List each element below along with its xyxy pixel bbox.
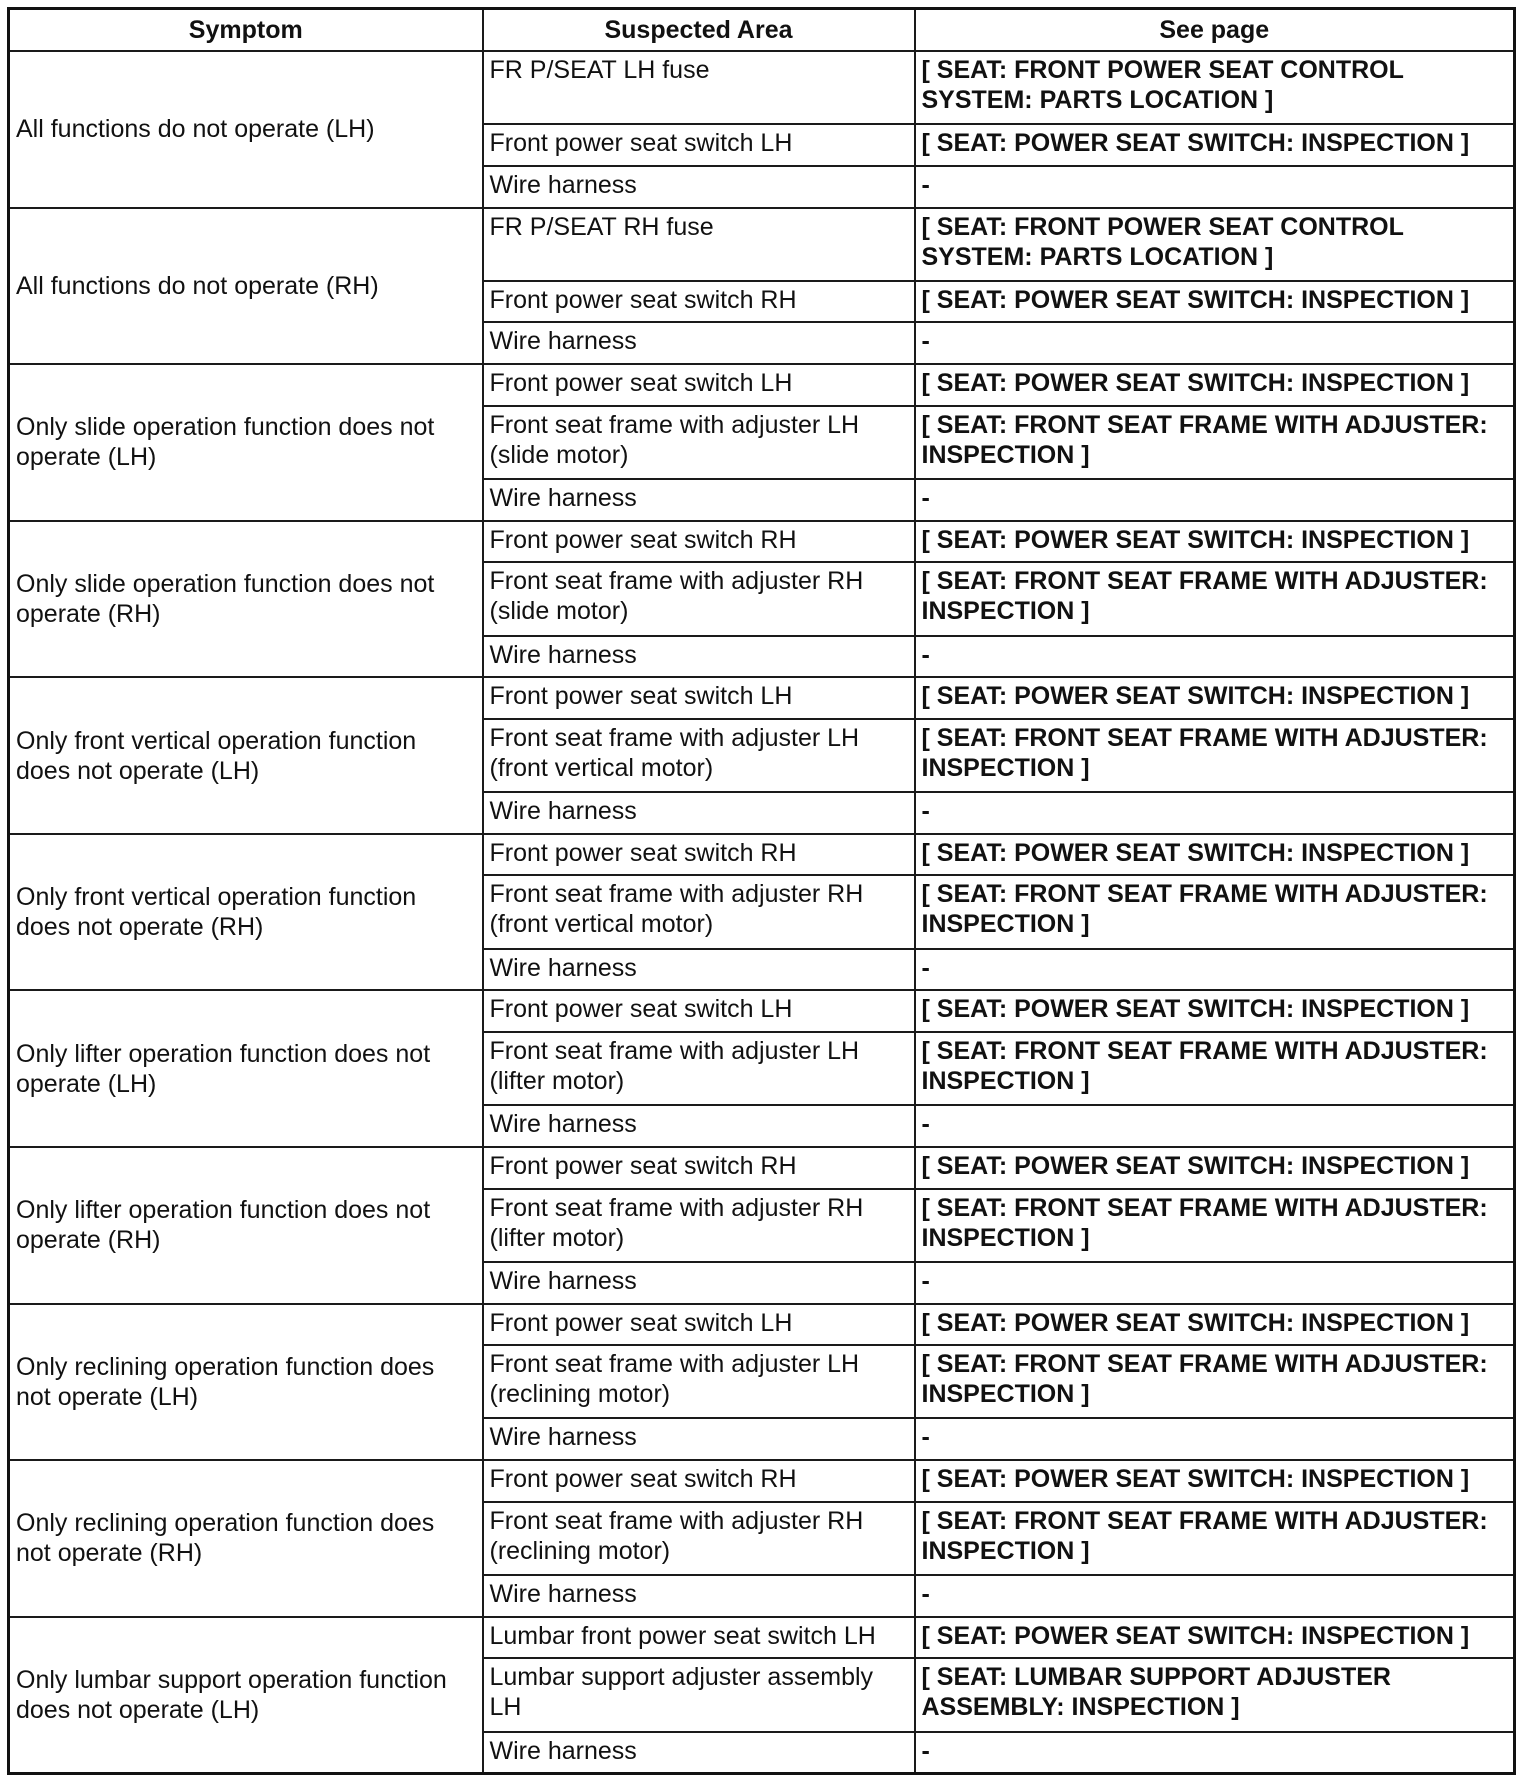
see-page-link[interactable]: [ SEAT: POWER SEAT SWITCH: INSPECTION ] xyxy=(915,364,1515,406)
table-row xyxy=(9,364,1515,406)
table-row xyxy=(9,990,1515,1032)
symptom-cell: All functions do not operate (LH) xyxy=(9,51,483,208)
suspected-area-cell: Wire harness xyxy=(483,322,915,364)
see-page-link[interactable]: [ SEAT: FRONT POWER SEAT CONTROL SYSTEM: PARTS LOCATION ] xyxy=(915,51,1515,124)
suspected-area-cell: Front seat frame with adjuster LH (slide motor) xyxy=(483,406,915,479)
symptom-cell: Only slide operation function does not operate (LH) xyxy=(9,364,483,521)
see-page-link[interactable]: [ SEAT: FRONT SEAT FRAME WITH ADJUSTER: INSPECTION ] xyxy=(915,406,1515,479)
see-page-link[interactable]: [ SEAT: POWER SEAT SWITCH: INSPECTION ] xyxy=(915,1304,1515,1346)
suspected-area-cell: Front power seat switch RH xyxy=(483,1460,915,1502)
suspected-area-cell: Front power seat switch LH xyxy=(483,677,915,719)
symptom-cell: All functions do not operate (RH) xyxy=(9,208,483,365)
suspected-area-cell: Wire harness xyxy=(483,479,915,521)
table-header xyxy=(9,9,1515,52)
suspected-area-cell: Front seat frame with adjuster RH (slide motor) xyxy=(483,562,915,635)
table-row xyxy=(9,208,1515,281)
suspected-area-cell: Front power seat switch RH xyxy=(483,521,915,563)
see-page-empty-cell: - xyxy=(915,1418,1515,1460)
see-page-link[interactable]: [ SEAT: LUMBAR SUPPORT ADJUSTER ASSEMBLY: INSPECTION ] xyxy=(915,1658,1515,1731)
suspected-area-cell: Front seat frame with adjuster LH (front vertical motor) xyxy=(483,719,915,792)
suspected-area-cell: Front power seat switch RH xyxy=(483,281,915,323)
see-page-link[interactable]: [ SEAT: FRONT SEAT FRAME WITH ADJUSTER: INSPECTION ] xyxy=(915,1032,1515,1105)
suspected-area-cell: Front seat frame with adjuster RH (front vertical motor) xyxy=(483,875,915,948)
symptom-cell: Only front vertical operation function does not operate (RH) xyxy=(9,834,483,991)
see-page-link[interactable]: [ SEAT: POWER SEAT SWITCH: INSPECTION ] xyxy=(915,990,1515,1032)
see-page-empty-cell: - xyxy=(915,636,1515,678)
see-page-link[interactable]: [ SEAT: POWER SEAT SWITCH: INSPECTION ] xyxy=(915,1147,1515,1189)
table-row xyxy=(9,1304,1515,1346)
suspected-area-cell: Front power seat switch LH xyxy=(483,124,915,166)
header-suspected-area: Suspected Area xyxy=(483,9,915,52)
header-see-page: See page xyxy=(915,9,1515,52)
header-symptom: Symptom xyxy=(9,9,483,52)
table-row xyxy=(9,521,1515,563)
suspected-area-cell: Wire harness xyxy=(483,1105,915,1147)
symptom-cell: Only lumbar support operation function does not operate (LH) xyxy=(9,1617,483,1774)
see-page-link[interactable]: [ SEAT: POWER SEAT SWITCH: INSPECTION ] xyxy=(915,124,1515,166)
suspected-area-cell: Wire harness xyxy=(483,1575,915,1617)
suspected-area-cell: Front seat frame with adjuster LH (lifter motor) xyxy=(483,1032,915,1105)
see-page-link[interactable]: [ SEAT: POWER SEAT SWITCH: INSPECTION ] xyxy=(915,677,1515,719)
see-page-empty-cell: - xyxy=(915,479,1515,521)
header-row xyxy=(9,9,1515,52)
table-row xyxy=(9,51,1515,124)
see-page-link[interactable]: [ SEAT: POWER SEAT SWITCH: INSPECTION ] xyxy=(915,834,1515,876)
see-page-link[interactable]: [ SEAT: FRONT SEAT FRAME WITH ADJUSTER: INSPECTION ] xyxy=(915,875,1515,948)
see-page-link[interactable]: [ SEAT: POWER SEAT SWITCH: INSPECTION ] xyxy=(915,1460,1515,1502)
suspected-area-cell: Lumbar support adjuster assembly LH xyxy=(483,1658,915,1731)
see-page-link[interactable]: [ SEAT: FRONT SEAT FRAME WITH ADJUSTER: INSPECTION ] xyxy=(915,719,1515,792)
see-page-link[interactable]: [ SEAT: FRONT SEAT FRAME WITH ADJUSTER: INSPECTION ] xyxy=(915,1189,1515,1262)
suspected-area-cell: FR P/SEAT LH fuse xyxy=(483,51,915,124)
suspected-area-cell: Front power seat switch LH xyxy=(483,364,915,406)
symptom-cell: Only reclining operation function does not operate (LH) xyxy=(9,1304,483,1461)
symptom-cell: Only lifter operation function does not operate (LH) xyxy=(9,990,483,1147)
see-page-link[interactable]: [ SEAT: POWER SEAT SWITCH: INSPECTION ] xyxy=(915,521,1515,563)
suspected-area-cell: Front power seat switch RH xyxy=(483,834,915,876)
suspected-area-cell: Wire harness xyxy=(483,636,915,678)
symptom-cell: Only slide operation function does not operate (RH) xyxy=(9,521,483,678)
see-page-link[interactable]: [ SEAT: POWER SEAT SWITCH: INSPECTION ] xyxy=(915,1617,1515,1659)
suspected-area-cell: Wire harness xyxy=(483,1262,915,1304)
suspected-area-cell: Wire harness xyxy=(483,1418,915,1460)
suspected-area-cell: FR P/SEAT RH fuse xyxy=(483,208,915,281)
diagnosis-table-container xyxy=(7,7,1513,1775)
suspected-area-cell: Front power seat switch LH xyxy=(483,990,915,1032)
see-page-link[interactable]: [ SEAT: FRONT POWER SEAT CONTROL SYSTEM: PARTS LOCATION ] xyxy=(915,208,1515,281)
table-row xyxy=(9,677,1515,719)
see-page-empty-cell: - xyxy=(915,322,1515,364)
see-page-empty-cell: - xyxy=(915,792,1515,834)
suspected-area-cell: Wire harness xyxy=(483,949,915,991)
see-page-empty-cell: - xyxy=(915,1262,1515,1304)
symptom-cell: Only lifter operation function does not operate (RH) xyxy=(9,1147,483,1304)
suspected-area-cell: Front seat frame with adjuster RH (reclining motor) xyxy=(483,1502,915,1575)
see-page-link[interactable]: [ SEAT: FRONT SEAT FRAME WITH ADJUSTER: INSPECTION ] xyxy=(915,1502,1515,1575)
see-page-link[interactable]: [ SEAT: FRONT SEAT FRAME WITH ADJUSTER: INSPECTION ] xyxy=(915,562,1515,635)
see-page-empty-cell: - xyxy=(915,1105,1515,1147)
see-page-empty-cell: - xyxy=(915,166,1515,208)
see-page-link[interactable]: [ SEAT: FRONT SEAT FRAME WITH ADJUSTER: INSPECTION ] xyxy=(915,1345,1515,1418)
symptom-cell: Only reclining operation function does not operate (RH) xyxy=(9,1460,483,1617)
suspected-area-cell: Wire harness xyxy=(483,1732,915,1774)
suspected-area-cell: Front power seat switch LH xyxy=(483,1304,915,1346)
suspected-area-cell: Lumbar front power seat switch LH xyxy=(483,1617,915,1659)
suspected-area-cell: Front seat frame with adjuster LH (reclining motor) xyxy=(483,1345,915,1418)
suspected-area-cell: Front seat frame with adjuster RH (lifter motor) xyxy=(483,1189,915,1262)
table-row xyxy=(9,1617,1515,1659)
suspected-area-cell: Wire harness xyxy=(483,792,915,834)
symptom-cell: Only front vertical operation function does not operate (LH) xyxy=(9,677,483,834)
table-row xyxy=(9,834,1515,876)
table-row xyxy=(9,1460,1515,1502)
symptom-table xyxy=(7,7,1516,1775)
see-page-empty-cell: - xyxy=(915,1732,1515,1774)
suspected-area-cell: Wire harness xyxy=(483,166,915,208)
see-page-empty-cell: - xyxy=(915,949,1515,991)
table-body xyxy=(9,51,1515,1774)
suspected-area-cell: Front power seat switch RH xyxy=(483,1147,915,1189)
see-page-empty-cell: - xyxy=(915,1575,1515,1617)
table-row xyxy=(9,1147,1515,1189)
see-page-link[interactable]: [ SEAT: POWER SEAT SWITCH: INSPECTION ] xyxy=(915,281,1515,323)
